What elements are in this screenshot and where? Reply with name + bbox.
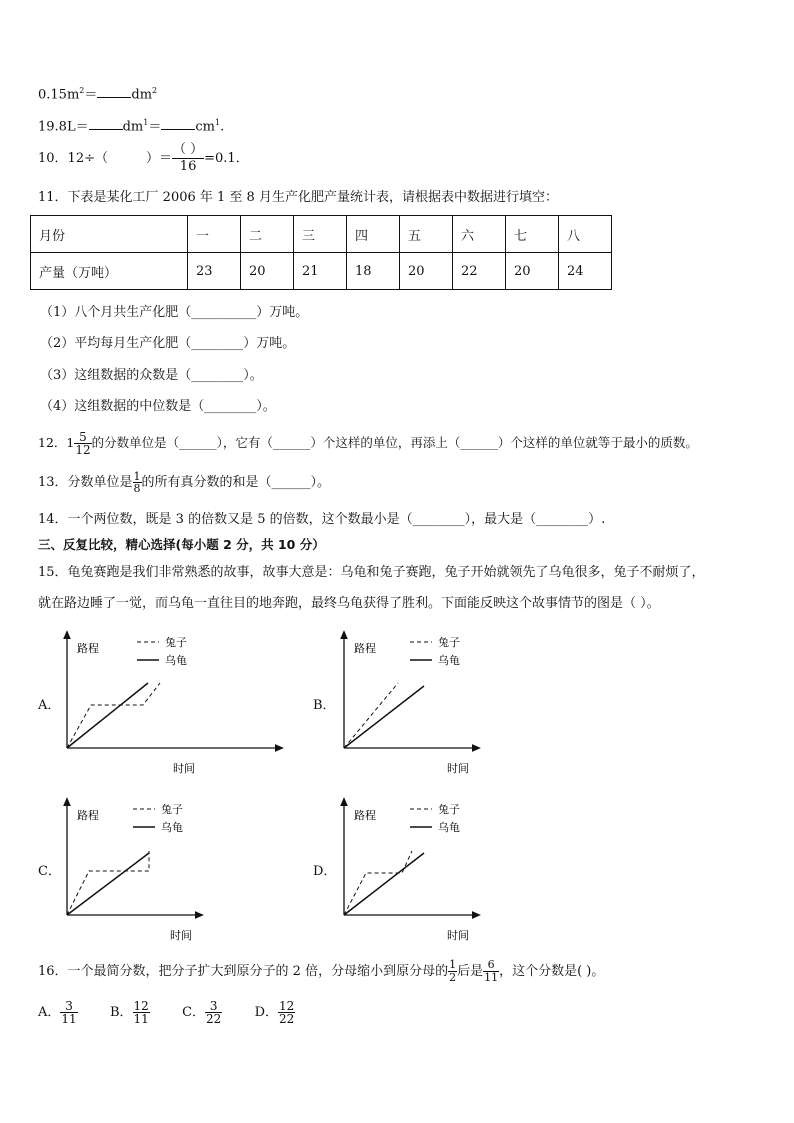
text: . [220, 119, 225, 135]
turtle-line [344, 686, 424, 748]
rabbit-line [344, 851, 412, 915]
text: 0.15m [38, 87, 80, 103]
text: 19.8L＝ [38, 119, 89, 135]
table-cell: 产量（万吨） [31, 253, 188, 290]
denominator: 11 [133, 1012, 149, 1026]
fraction [74, 431, 91, 456]
fraction [60, 1000, 77, 1025]
numerator[interactable]: （ ） [173, 142, 204, 157]
legend-rabbit-label: 兔子 [165, 636, 187, 649]
question-11-4: （4）这组数据的中位数是（________）。 [40, 399, 276, 414]
table-cell: 月份 [31, 216, 188, 253]
x-axis-label: 时间 [170, 929, 192, 942]
text: 后是 [457, 964, 484, 979]
option-c-label[interactable]: C． [38, 864, 61, 879]
y-axis-label: 路程 [77, 642, 99, 655]
graph-option-c[interactable] [55, 797, 205, 942]
text: 的所有真分数的和是（______）。 [141, 475, 331, 490]
question-16 [38, 955, 604, 989]
table-cell: 三 [294, 216, 347, 253]
y-axis-label: 路程 [354, 642, 376, 655]
text: 16．一个最简分数，把分子扩大到原分子的 2 倍，分母缩小到原分母的 [38, 964, 449, 979]
table-cell: 五 [400, 216, 453, 253]
option-b-label[interactable]: B． [313, 698, 336, 713]
fraction [205, 1000, 222, 1025]
table-row [31, 253, 612, 290]
numerator: 1 [133, 470, 141, 483]
fraction [278, 1000, 295, 1025]
text: cm [195, 119, 215, 135]
denominator: 16 [179, 159, 197, 174]
turtle-line [344, 853, 424, 915]
denominator: 12 [75, 443, 91, 457]
section-title: 三、反复比较，精心选择(每小题 2 分，共 10 分） [38, 537, 325, 552]
question-11-3: （3）这组数据的众数是（________）。 [40, 368, 263, 383]
legend-rabbit-label: 兔子 [161, 803, 183, 816]
production-table [30, 215, 612, 290]
superscript: 2 [79, 86, 85, 95]
fraction [448, 959, 457, 984]
numerator: 5 [74, 431, 91, 444]
numerator: 3 [60, 1000, 77, 1013]
numerator: 6 [483, 959, 499, 972]
answer-blank[interactable] [97, 84, 131, 98]
x-axis-label: 时间 [447, 929, 469, 942]
option-d-label[interactable]: D． [313, 864, 337, 879]
text: ＝ [148, 119, 162, 135]
conversion-line-1 [38, 82, 157, 104]
fraction [133, 1000, 150, 1025]
rabbit-line [344, 683, 398, 748]
question-11-1: （1）八个月共生产化肥（__________）万吨。 [40, 305, 309, 320]
denominator: 11 [484, 971, 499, 984]
fraction [133, 471, 142, 494]
table-cell: 七 [506, 216, 559, 253]
legend-turtle-label: 乌龟 [438, 821, 460, 834]
question-15-line-1: 15．龟兔赛跑是我们非常熟悉的故事，故事大意是：乌龟和兔子赛跑，兔子开始就领先了乌龟很多，兔子不耐烦了， [38, 565, 705, 580]
option-d[interactable] [254, 999, 296, 1026]
rabbit-line [67, 683, 160, 748]
graph-option-b[interactable] [332, 630, 482, 775]
text: ）＝ [145, 151, 172, 166]
question-11-2: （2）平均每月生产化肥（________）万吨。 [40, 336, 296, 351]
text: ，这个分数是( )。 [499, 964, 605, 979]
turtle-line [67, 853, 149, 915]
superscript: 1 [143, 118, 149, 127]
table-cell: 20 [506, 253, 559, 290]
fraction [483, 959, 499, 984]
graph-option-a[interactable] [55, 630, 285, 775]
legend-turtle-label: 乌龟 [165, 654, 187, 667]
table-cell: 23 [188, 253, 241, 290]
answer-blank[interactable] [161, 116, 195, 130]
table-cell: 21 [294, 253, 347, 290]
text: dm [122, 119, 144, 135]
turtle-line [67, 683, 148, 748]
table-cell: 20 [241, 253, 294, 290]
graph-option-d[interactable] [332, 797, 482, 942]
option-label: D． [254, 1005, 279, 1020]
denominator: 8 [133, 482, 141, 495]
legend-rabbit-label: 兔子 [438, 636, 460, 649]
text: 10．12÷（ [38, 151, 108, 166]
numerator: 12 [279, 999, 295, 1013]
table-cell: 二 [241, 216, 294, 253]
legend-turtle-label: 乌龟 [161, 821, 183, 834]
text: dm [131, 87, 153, 103]
question-16-options [38, 996, 295, 1030]
legend-turtle-label: 乌龟 [438, 654, 460, 667]
option-label: C． [182, 1005, 206, 1020]
conversion-line-2 [38, 114, 224, 136]
numerator: 1 [449, 958, 457, 971]
option-a[interactable] [38, 999, 78, 1026]
superscript: 2 [152, 86, 158, 95]
table-cell: 八 [559, 216, 612, 253]
option-label: A． [38, 1005, 61, 1020]
question-11: 11．下表是某化工厂 2006 年 1 至 8 月生产化肥产量统计表，请根据表中数据进行填空： [38, 190, 558, 205]
text: ＝ [84, 87, 98, 103]
question-12 [38, 425, 698, 461]
y-axis-label: 路程 [354, 809, 376, 822]
superscript: 1 [214, 118, 221, 127]
table-cell: 四 [347, 216, 400, 253]
question-13 [38, 468, 330, 498]
option-a-label[interactable]: A． [38, 698, 61, 713]
option-label: B． [109, 1005, 133, 1020]
y-axis-label: 路程 [77, 809, 99, 822]
table-cell: 18 [347, 253, 400, 290]
denominator: 2 [449, 971, 457, 984]
question-10 [38, 138, 249, 180]
x-axis-label: 时间 [173, 762, 195, 775]
table-row [31, 216, 612, 253]
numerator: 3 [205, 1000, 222, 1013]
table-cell: 22 [453, 253, 506, 290]
table-cell: 24 [559, 253, 612, 290]
x-axis-label: 时间 [447, 762, 469, 775]
text: 12．1 [38, 435, 75, 450]
question-14: 14．一个两位数，既是 3 的倍数又是 5 的倍数，这个数最小是（________），最大是（________）. [38, 512, 606, 527]
legend-rabbit-label: 兔子 [438, 803, 460, 816]
table-cell: 六 [453, 216, 506, 253]
answer-blank[interactable] [89, 116, 123, 130]
text: 的分数单位是（______），它有（______）个这样的单位，再添上（______）个这样的单位就等于最小的质数。 [91, 435, 698, 450]
table-cell: 一 [188, 216, 241, 253]
denominator: 11 [61, 1012, 77, 1026]
option-c[interactable] [182, 999, 222, 1026]
option-b[interactable] [109, 999, 150, 1026]
question-15-line-2: 就在路边睡了一觉，而乌龟一直往目的地奔跑，最终乌龟获得了胜利。下面能反映这个故事情节的图是（ ）。 [38, 596, 660, 611]
text: 13．分数单位是 [38, 475, 133, 490]
numerator: 12 [133, 999, 149, 1013]
denominator: 22 [279, 1012, 295, 1026]
fraction [172, 142, 204, 175]
text: =0.1． [204, 151, 249, 166]
table-cell: 20 [400, 253, 453, 290]
denominator: 22 [206, 1012, 222, 1026]
